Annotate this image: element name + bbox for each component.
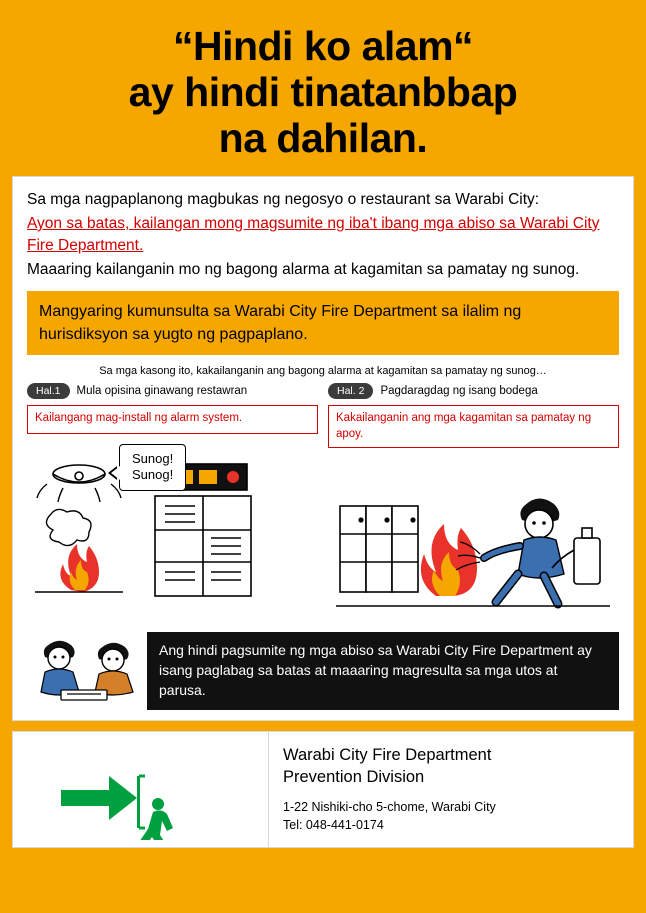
example-1-requirement: Kailangang mag-install ng alarm system. xyxy=(27,405,318,434)
emergency-exit-icon xyxy=(13,732,268,840)
examples-note: Sa mga kasong ito, kakailanganin ang bagong alarma at kagamitan sa pamatay ng sunog… xyxy=(99,365,547,378)
example-2-illustration xyxy=(328,454,619,624)
penalty-warning-text: Ang hindi pagsumite ng mga abiso sa Warabi City Fire Department ay isang paglabag sa batas at maaaring magresulta sa mga utos at parusa. xyxy=(159,642,592,698)
legal-requirement-text: Ayon sa batas, kailangan mong magsumite ng iba't ibang mga abiso sa Warabi City Fire Department. xyxy=(27,214,600,254)
department-name: Warabi City Fire Department xyxy=(283,745,492,764)
example-2-header xyxy=(328,383,619,399)
example-2-badge: Hal. 2 xyxy=(328,383,373,399)
speech-bubble xyxy=(119,444,186,491)
page-title xyxy=(12,14,634,168)
exit-sign-area xyxy=(13,732,269,847)
examples-row xyxy=(27,383,619,624)
example-1-title: Mula opisina ginawang restawran xyxy=(76,385,248,398)
warehouse-extinguisher-illustration xyxy=(328,454,618,624)
penalty-warning xyxy=(27,632,619,710)
headline-line-2: ay hindi tinatanbbap xyxy=(128,68,518,115)
footer-contact xyxy=(269,732,510,847)
department-address: 1-22 Nishiki-cho 5-chome, Warabi City xyxy=(283,800,496,815)
example-2-requirement: Kakailanganin ang mga kagamitan sa pamatay ng apoy. xyxy=(328,405,619,448)
department-telephone: Tel: 048-441-0174 xyxy=(283,818,384,833)
example-2-title: Pagdaragdag ng isang bodega xyxy=(380,385,538,398)
speech-line-1: Sunog! xyxy=(132,451,174,467)
equipment-note-text: Maaaring kailanganin mo ng bagong alarma at kagamitan sa pamatay ng sunog. xyxy=(27,260,580,278)
speech-line-2: Sunog! xyxy=(132,467,174,483)
example-1-badge: Hal.1 xyxy=(27,383,70,399)
department-division: Prevention Division xyxy=(283,768,425,787)
example-2 xyxy=(328,383,619,624)
headline-line-3: na dahilan. xyxy=(218,114,428,161)
example-1-header xyxy=(27,383,318,399)
content-card xyxy=(12,176,634,721)
consultation-callout: Mangyaring kumunsulta sa Warabi City Fire Department sa ilalim ng hurisdiksyon sa yugto ng pagpaplano. xyxy=(27,291,619,355)
example-1 xyxy=(27,383,318,624)
intro-text: Sa mga nagpaplanong magbukas ng negosyo o restaurant sa Warabi City: xyxy=(27,190,540,208)
warning-illustration xyxy=(27,632,147,710)
headline-line-1: “Hindi ko alam“ xyxy=(172,23,474,69)
consultation-icon xyxy=(27,632,147,708)
footer xyxy=(12,731,634,848)
example-1-illustration xyxy=(27,440,318,610)
examples-section xyxy=(27,365,619,624)
